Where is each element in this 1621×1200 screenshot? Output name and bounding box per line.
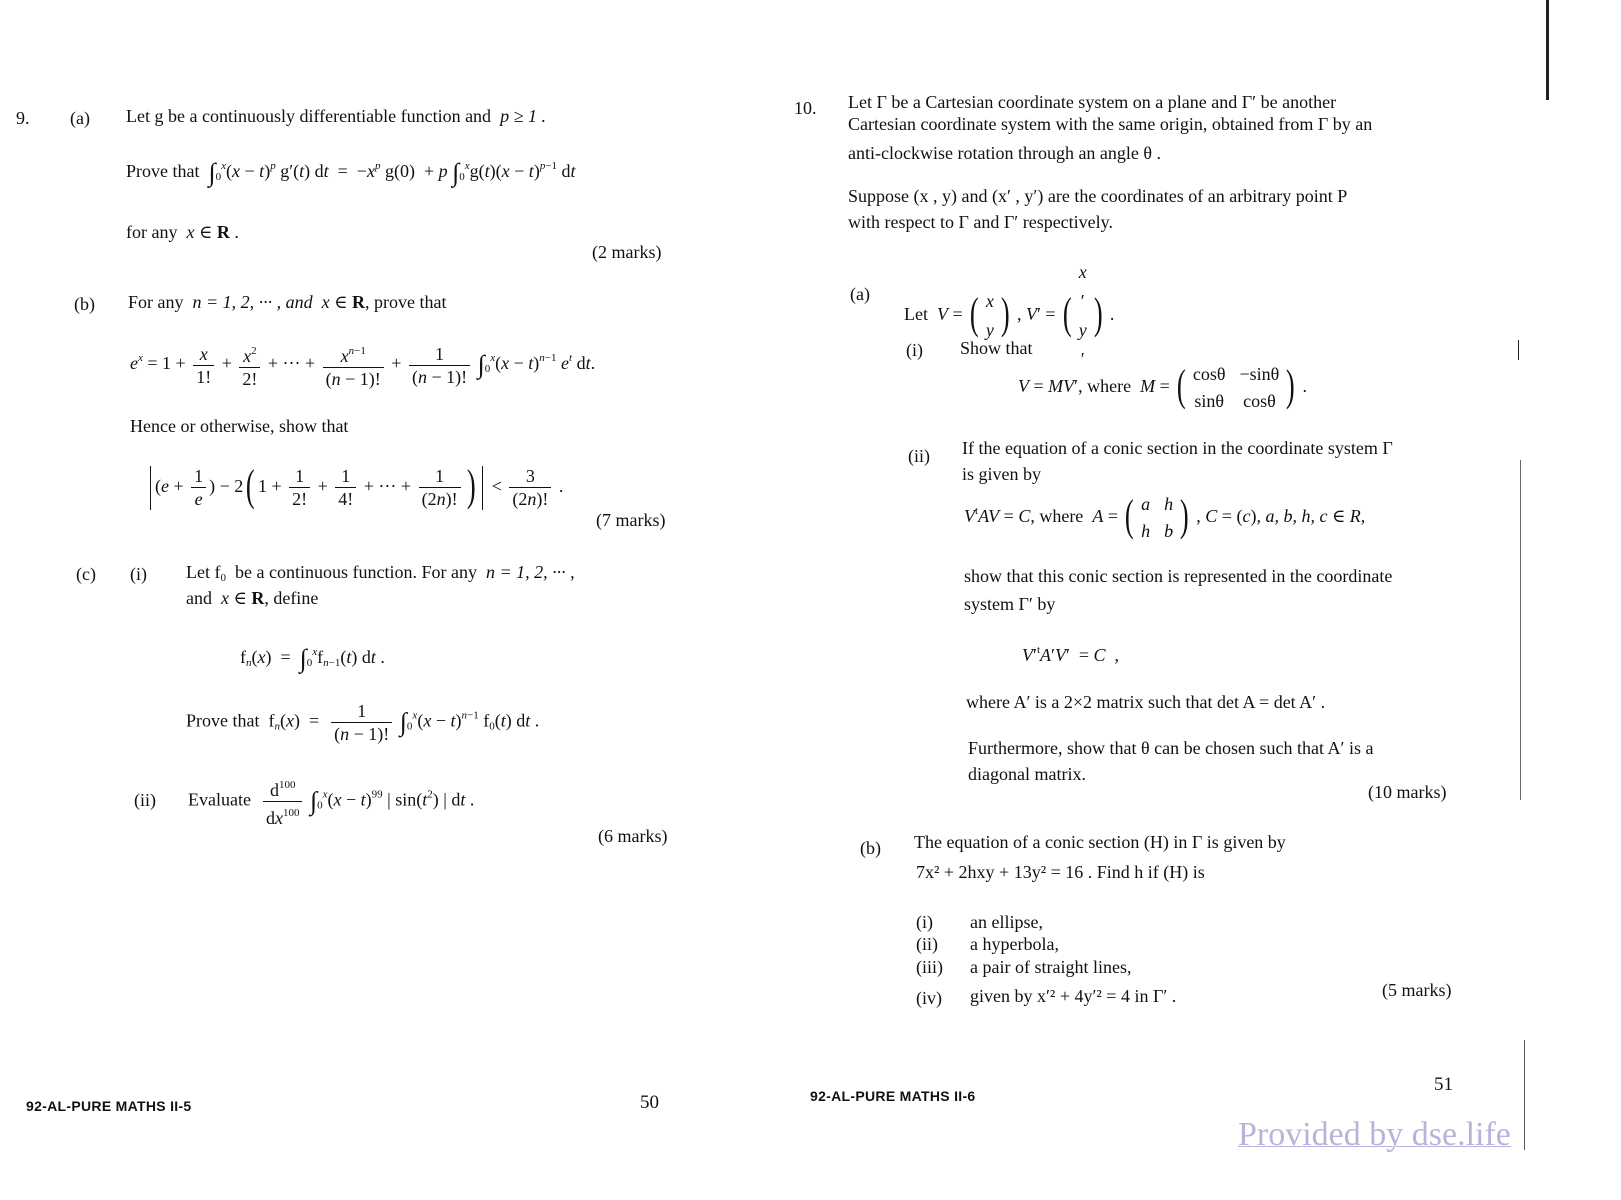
left-page-number: 50 — [640, 1092, 659, 1113]
q10a-ii-label: (ii) — [908, 446, 930, 466]
q9b-series-formula: $e^x = 1$ + $\frac{x}{1!}$ + $\frac{x^2}{2!}$ + ··· + $\frac{x^{n-1}}{(n - 1)!}$ + $\frac{1}{(n - 1)!}$ $\int_0^x(x - t)^{n-1}$ $e^t$ dt. — [130, 340, 595, 390]
q10a-marks: (10 marks) — [1368, 782, 1447, 802]
left-footer: 92-AL-PURE MATHS II-5 — [26, 1098, 192, 1114]
q10a-ii-line2: is given by — [962, 464, 1041, 484]
q9b-line1-post: , prove that — [364, 292, 447, 312]
q10a-let-vectors: Let V = ( x y ) , V′ = ( x ′ y ′) . — [904, 262, 1115, 369]
right-page-number: 51 — [1434, 1074, 1453, 1095]
q10b-item-label: (ii) — [916, 934, 938, 954]
q10a-i-where: , where — [1078, 376, 1132, 396]
q9c-i-line1-c: n = 1, 2, ··· , — [485, 562, 575, 582]
q9a-for-any: for any x ∈ R . — [126, 222, 239, 242]
q9a-line1-text: Let g be a continuously differentiable function and — [126, 106, 492, 126]
q10-suppose-line1: Suppose (x , y) and (x′ , y′) are the coordinates of an arbitrary point P — [848, 186, 1348, 206]
q9c-i-line1-a: Let f — [186, 562, 221, 582]
q10a-transformed-equation: $V'^tA'V' = C$ , — [1022, 644, 1120, 665]
q9b-label: (b) — [74, 294, 95, 314]
q10a-show-line2: system Γ′ by — [964, 594, 1056, 614]
q9c-i-prove: Prove that $f_n(x)$ = $\frac{1}{(n - 1)!}$ $\int_0^x(x - t)^{n-1}$ $f_0(t)$ dt . — [186, 701, 540, 744]
q10a-where-line: where A′ is a 2×2 matrix such that det A = det A′ . — [966, 692, 1326, 712]
q10a-ii-cond: , a, b, h, c ∈ R, — [1256, 506, 1366, 526]
q9c-i-prove-label: Prove that — [186, 710, 260, 731]
q9b-line1-pre: For any — [128, 292, 184, 312]
q10a-further-line2: diagonal matrix. — [968, 764, 1086, 784]
scan-edge-mark — [1524, 1040, 1525, 1150]
q9a-formula: Prove that $\int_0^x(x - t)^p$ g′(t) dt = $-x^p$ g(0) + p $\int_0^xg(t)(x - t)^{p-1}$ dt — [126, 158, 576, 187]
q9c-i-definition: $f_n(x) = \int_0^xf_{n-1}(t)$ dt . — [240, 644, 385, 673]
q10b-item-label: (iii) — [916, 957, 943, 977]
q9a-line1 — [126, 106, 546, 127]
q10b-label: (b) — [860, 838, 881, 858]
q9a-for-any-text: for any — [126, 222, 178, 242]
q9a-marks: (2 marks) — [592, 242, 662, 262]
q9c-label: (c) — [76, 564, 96, 584]
q10a-ii-where: , where — [1030, 506, 1084, 526]
scan-edge-mark — [1518, 340, 1519, 360]
q9c-marks: (6 marks) — [598, 826, 668, 846]
q10b-item-text: given by x′² + 4y′² = 4 in Γ′ . — [970, 986, 1177, 1006]
q9b-inequality: (e + $\frac{1}{e}$ ) − 2( 1 + $\frac{1}{2!}$ + $\frac{1}{4!}$ + ··· + $\frac{1}{(2n)!}$ ) < $\frac{3}{(2n)!}$ . — [146, 460, 563, 511]
q9-number: 9. — [16, 108, 30, 128]
q10b-item-label: (i) — [916, 912, 933, 932]
q9a-prove-label: Prove that — [126, 161, 200, 181]
q10-intro-line3: anti-clockwise rotation through an angle θ . — [848, 143, 1162, 163]
q10a-ii-formula: $V^tAV = C$, where A = ( a h h b ) , C = (c), a, b, h, c ∈ R, — [964, 491, 1366, 541]
q10b-line1: The equation of a conic section (H) in Γ is given by — [914, 832, 1286, 852]
q9b-line1-mid: n = 1, 2, ··· , and — [192, 292, 313, 312]
q9c-i-line1-b: be a continuous function. For any — [234, 562, 477, 582]
q10-number: 10. — [794, 98, 817, 118]
q10a-show-line1: show that this conic section is represented in the coordinate — [964, 566, 1393, 586]
q10b-item-text: a hyperbola, — [970, 934, 1059, 954]
scan-edge-mark — [1520, 460, 1521, 800]
q9c-ii-evaluate: Evaluate $\frac{d^{100}}{dx^{100}}$ $\int_0^x(x - t)^{99}$ | $\sin(t^2)$ | dt . — [188, 774, 474, 829]
q9c-i-label: (i) — [130, 564, 147, 584]
q9c-i-line2-a: and — [186, 588, 212, 608]
watermark-link[interactable]: Provided by dse.life — [1238, 1116, 1511, 1153]
q10a-i-formula: V = MV′, where M = ( cosθ −sinθ sinθ cosθ ) . — [1018, 361, 1307, 411]
q9a-condition: p ≥ 1 . — [500, 106, 546, 126]
q9a-label: (a) — [70, 108, 90, 128]
q10a-ii-line1: If the equation of a conic section in the coordinate system Γ — [962, 438, 1393, 458]
q9c-ii-evaluate-label: Evaluate — [188, 789, 251, 810]
q9b-marks: (7 marks) — [596, 510, 666, 530]
scan-edge-line — [1546, 0, 1549, 100]
q9c-i-line2-b: , define — [264, 588, 319, 608]
q10b-item-text: an ellipse, — [970, 912, 1043, 932]
q10b-equation: 7x² + 2hxy + 13y² = 16 . Find h if (H) is — [916, 862, 1205, 882]
q9b-hence: Hence or otherwise, show that — [130, 416, 349, 436]
q10-intro-line2: Cartesian coordinate system with the same origin, obtained from Γ by an — [848, 114, 1373, 134]
q9c-ii-label: (ii) — [134, 790, 156, 810]
q9b-line1: For any n = 1, 2, ··· , and x ∈ R, prove that — [128, 292, 447, 312]
q10a-i-label: (i) — [906, 340, 923, 360]
q10-suppose-line2: with respect to Γ and Γ′ respectively. — [848, 212, 1113, 232]
q10a-label: (a) — [850, 284, 870, 304]
q10b-marks: (5 marks) — [1382, 980, 1452, 1000]
q10-intro-line1: Let Γ be a Cartesian coordinate system on a plane and Γ′ be another — [848, 92, 1337, 112]
q10a-i-text: Show that — [960, 338, 1033, 358]
q10a-further-line1: Furthermore, show that θ can be chosen such that A′ is a — [968, 738, 1374, 758]
q9c-i-line2: and x ∈ R, define — [186, 588, 319, 608]
q10b-item-label: (iv) — [916, 988, 942, 1008]
q9c-i-line1: Let $f_0$ be a continuous function. For any n = 1, 2, ··· , — [186, 562, 575, 584]
q10b-item-text: a pair of straight lines, — [970, 957, 1132, 977]
right-footer: 92-AL-PURE MATHS II-6 — [810, 1088, 976, 1104]
q10a-let-label: Let — [904, 304, 928, 325]
